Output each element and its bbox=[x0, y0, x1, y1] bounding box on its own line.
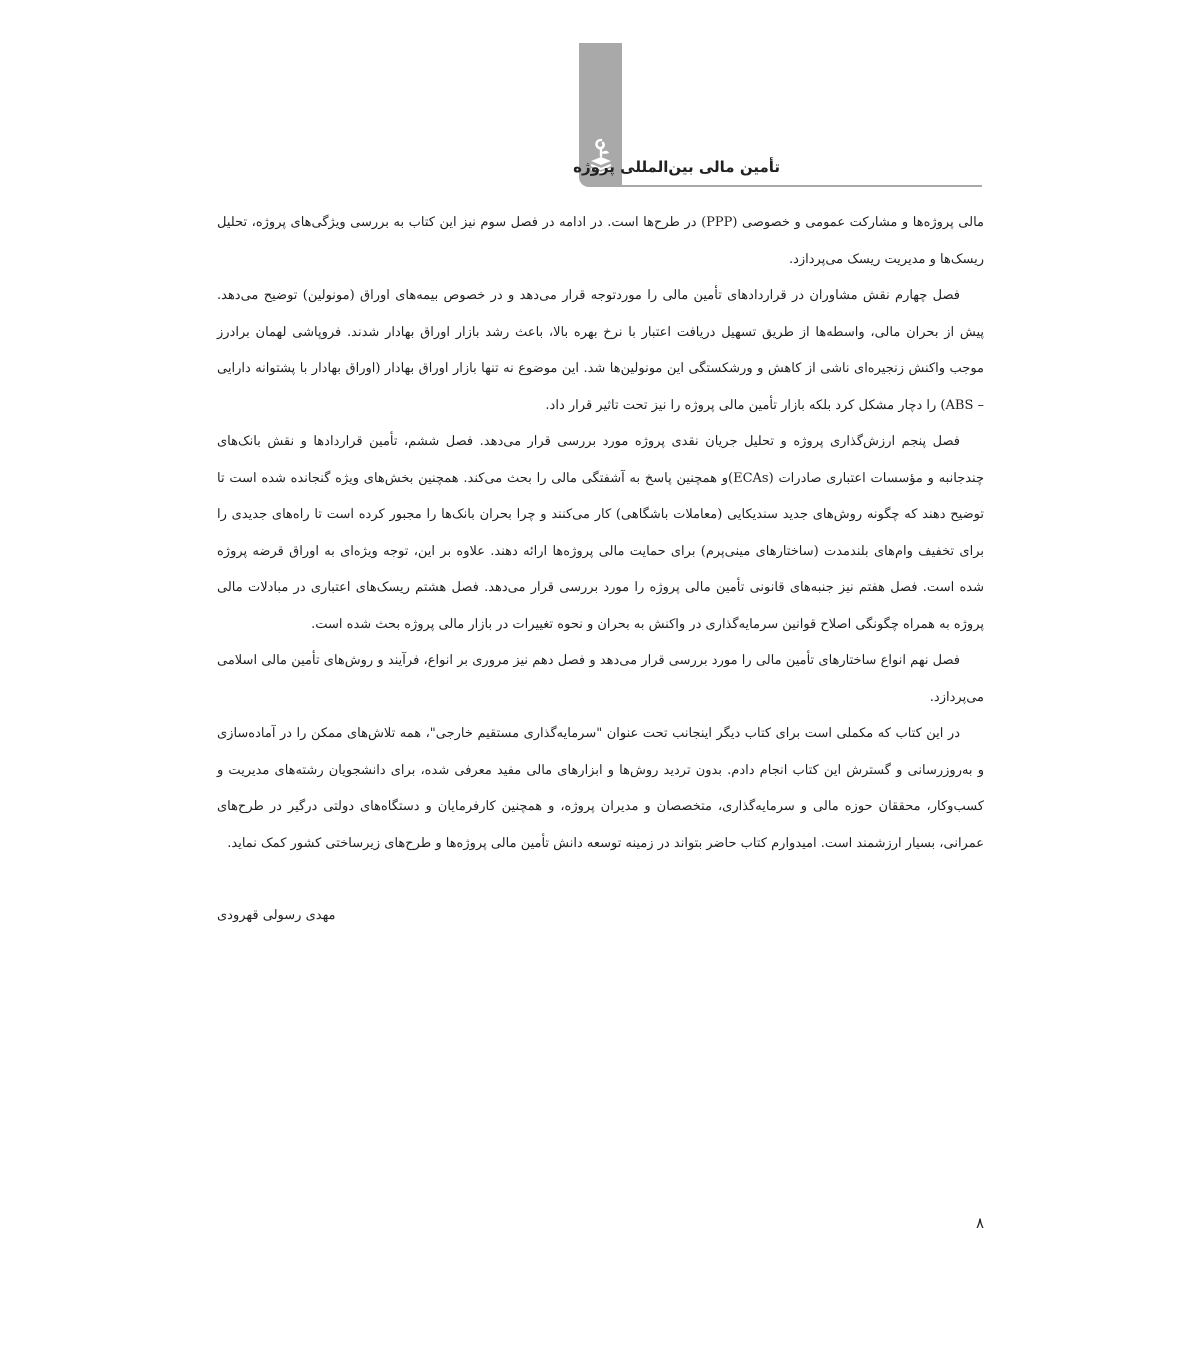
paragraph: مالی پروژه‌ها و مشارکت عمومی و خصوصی (PPP) در طرح‌ها است. در ادامه در فصل سوم نیز این کتاب به بررسی ویژگی‌های پروژه، تحلیل ریسک‌ها و مدیریت ریسک می‌پردازد. bbox=[217, 215, 984, 267]
paragraph: در این کتاب که مکملی است برای کتاب دیگر اینجانب تحت عنوان "سرمایه‌گذاری مستقیم خارجی"، همه تلاش‌های ممکن را در آماده‌سازی و به‌روزرسانی و گسترش این کتاب انجام دادم. بدون تردید روش‌ها و ابزارهای مالی مفید معرفی شده، برای دانشجویان رشته‌های مدیریت و کسب‌وکار، محققان حوزه مالی و سرمایه‌گذاری، متخصصان و مدیران پروژه، و همچنین کارفرمایان و دستگاه‌های دولتی درگیر در طرح‌های عمرانی، بسیار ارزشمند است. امیدوارم کتاب حاضر بتواند در زمینه توسعه دانش تأمین مالی پروژه‌ها و طرح‌های زیرساختی کشور کمک نماید. bbox=[217, 726, 984, 851]
paragraph: فصل پنجم ارزش‌گذاری پروژه و تحلیل جریان نقدی پروژه مورد بررسی قرار می‌دهد. فصل ششم، تأمین قراردادها و نقش بانک‌های چندجانبه و مؤسسات اعتباری صادرات (ECAs)و همچنین پاسخ به آشفتگی مالی را بحث می‌کند. همچنین بخش‌های ویژه گنجانده شده است تا توضیح دهند که چگونه روش‌های جدید سندیکایی (معاملات باشگاهی) کار می‌کنند و چرا بحران بانک‌ها را مجبور کرده است تا راه‌های جدیدی را برای تخفیف وام‌های بلندمدت (ساختارهای مینی‌پرم) برای حمایت مالی پروژه‌ها ارائه دهند. علاوه بر این، توجه ویژه‌ای به اوراق قرضه پروژه شده است. فصل هفتم نیز جنبه‌های قانونی تأمین مالی پروژه را مورد بررسی قرار می‌دهد. فصل هشتم ریسک‌های اعتباری در مبادلات مالی پروژه به همراه چگونگی اصلاح قوانین سرمایه‌گذاری در واکنش به بحران و نحوه تغییرات در بازار مالی پروژه بحث شده است. bbox=[217, 434, 984, 632]
paragraph: فصل نهم انواع ساختارهای تأمین مالی را مورد بررسی قرار می‌دهد و فصل دهم نیز مروری بر انواع، فرآیند و روش‌های تأمین مالی اسلامی می‌پردازد. bbox=[217, 653, 984, 705]
author-signature: مهدی رسولی قهرودی bbox=[217, 908, 336, 923]
header-rule bbox=[622, 185, 982, 187]
page-number: ۸ bbox=[975, 1214, 984, 1232]
author-signature-block bbox=[217, 900, 617, 932]
paragraph: فصل چهارم نقش مشاوران در قراردادهای تأمین مالی را موردتوجه قرار می‌دهد و در خصوص بیمه‌های اوراق (مونولین) توضیح می‌دهد. پیش از بحران مالی، واسطه‌ها از طریق تسهیل دریافت اعتبار با نرخ بهره بالا، باعث رشد بازار اوراق بهادار شدند. فروپاشی لهمان برادرز موجب واکنش زنجیره‌ای ناشی از کاهش و ورشکستگی این مونولین‌ها شد. این موضوع نه تنها بازار اوراق بهادار (اوراق بهادار با پشتوانه دارایی – ABS) را دچار مشکل کرد بلکه بازار تأمین مالی پروژه را نیز تحت تاثیر قرار داد. bbox=[217, 288, 984, 413]
running-header-title: تأمین مالی بین‌المللی پروژه bbox=[573, 158, 780, 176]
body-text bbox=[217, 205, 984, 862]
